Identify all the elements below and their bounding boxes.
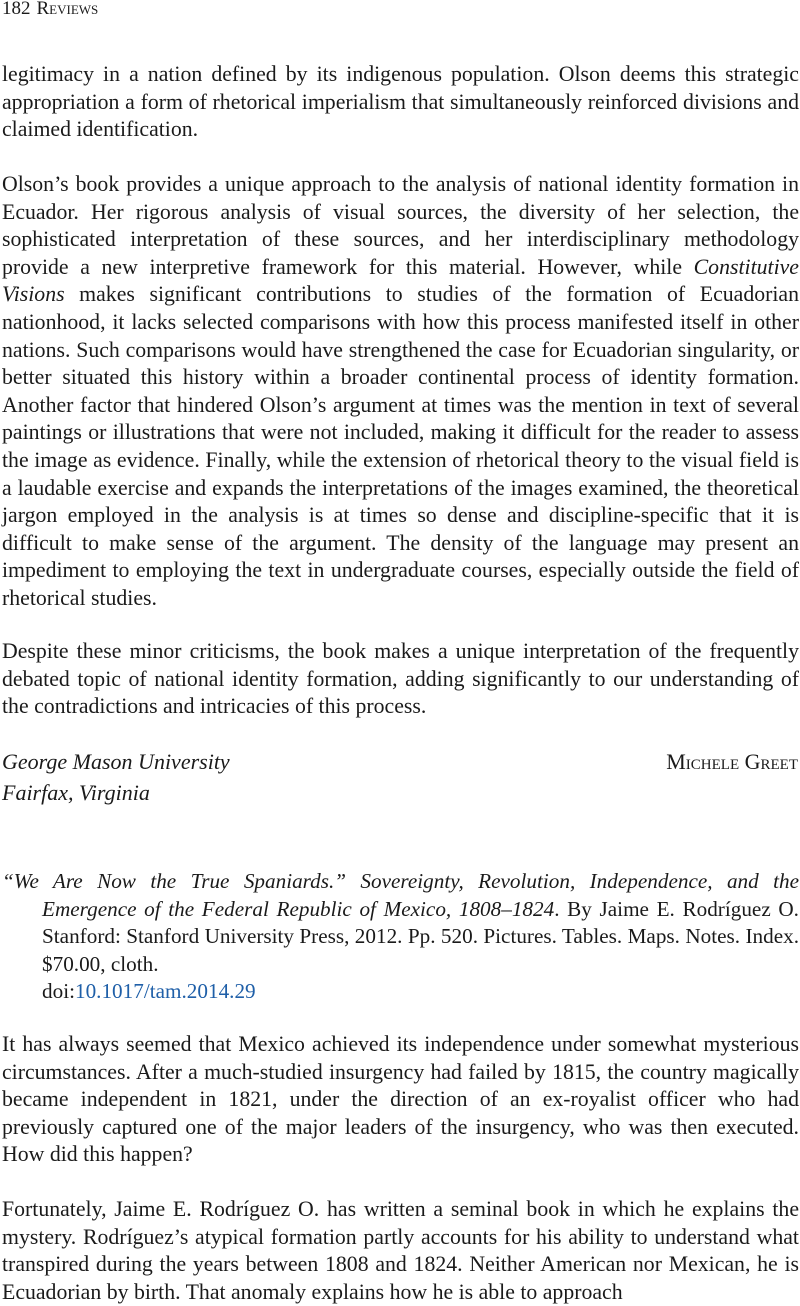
review1-paragraph-2 bbox=[2, 171, 799, 613]
doi-label: doi: bbox=[42, 979, 75, 1004]
location: Fairfax, Virginia bbox=[2, 780, 150, 805]
reviewer-affiliation bbox=[2, 746, 230, 808]
review2-paragraph-2: Fortunately, Jaime E. Rodríguez O. has written a seminal book in which he explains the mystery. Rodríguez’s atypical formation partly accounts for his ability to understand what transpired during the years between 1808 and 1824. Neither American nor Mexican, he is Ecuadorian by birth. That anomaly explains how he is able to approach bbox=[2, 1197, 799, 1304]
review2-paragraph-1: It has always seemed that Mexico achieved its independence under somewhat mysterious circumstances. After a much-studied insurgency had failed by 1815, the country magically became independent in 1821, under the direction of an ex-royalist officer who had previously captured one of the major leaders of the insurgency, who was then executed. How did this happen? bbox=[2, 1032, 799, 1167]
paragraph-text: Olson’s book provides a unique approach to the analysis of national identity formation in Ecuador. Her rigorous analysis of visual sources, the diversity of her selection, the sophisticated interpretation of these sources, and her interdisciplinary methodology provide a new interpretive framework for this material. However, while bbox=[2, 172, 799, 279]
running-head bbox=[2, 0, 98, 21]
institution: George Mason University bbox=[2, 749, 230, 774]
review1-paragraph-3: Despite these minor criticisms, the book makes a unique interpretation of the frequently debated topic of national identity formation, adding significantly to our understanding of the contradictions and intricacies of this process. bbox=[2, 639, 799, 719]
reviewer-name: Michele Greet bbox=[666, 749, 798, 774]
page-number: 182 bbox=[2, 0, 31, 19]
citation-title: “We Are Now the True Spaniards.” Sovereignty, Revolution, Independence, and the Emergence of the Federal Republic of Mexico, 1808–1824 bbox=[2, 869, 799, 921]
doi-link[interactable]: 10.1017/tam.2014.29 bbox=[74, 979, 256, 1004]
doi-line bbox=[42, 978, 799, 1006]
review1-paragraph-1: legitimacy in a nation defined by its indigenous population. Olson deems this strategic appropriation a form of rhetorical imperialism that simultaneously reinforced divisions and claimed identification. bbox=[2, 62, 799, 142]
citation-details: . By Jaime E. Rodríguez O. Stanford: Stanford University Press, 2012. Pp. 520. Pictures. Tables. Maps. Notes. Index. $70.00, cloth. bbox=[42, 896, 799, 976]
book-citation bbox=[2, 868, 799, 1006]
journal-section-title: Reviews bbox=[36, 0, 99, 19]
book-title: Constitutive Visions bbox=[2, 254, 799, 307]
paragraph-text: makes significant contributions to studies of the formation of Ecuadorian nationhood, it lacks selected comparisons with how this process manifested itself in other nations. Such comparisons would have strengthened the case for Ecuadorian singularity, or better situated this history within a broader continental process of identity formation. Another factor that hindered Olson’s argument at times was the mention in text of several paintings or illustrations that were not included, making it difficult for the reader to assess the image as evidence. Finally, while the extension of rhetorical theory to the visual field is a laudable exercise and expands the interpretations of the images examined, the theoretical jargon employed in the analysis is at times so dense and discipline-specific that it is difficult to make sense of the argument. The density of the language may present an impediment to employing the text in undergraduate courses, especially outside the field of rhetorical studies. bbox=[2, 282, 799, 610]
